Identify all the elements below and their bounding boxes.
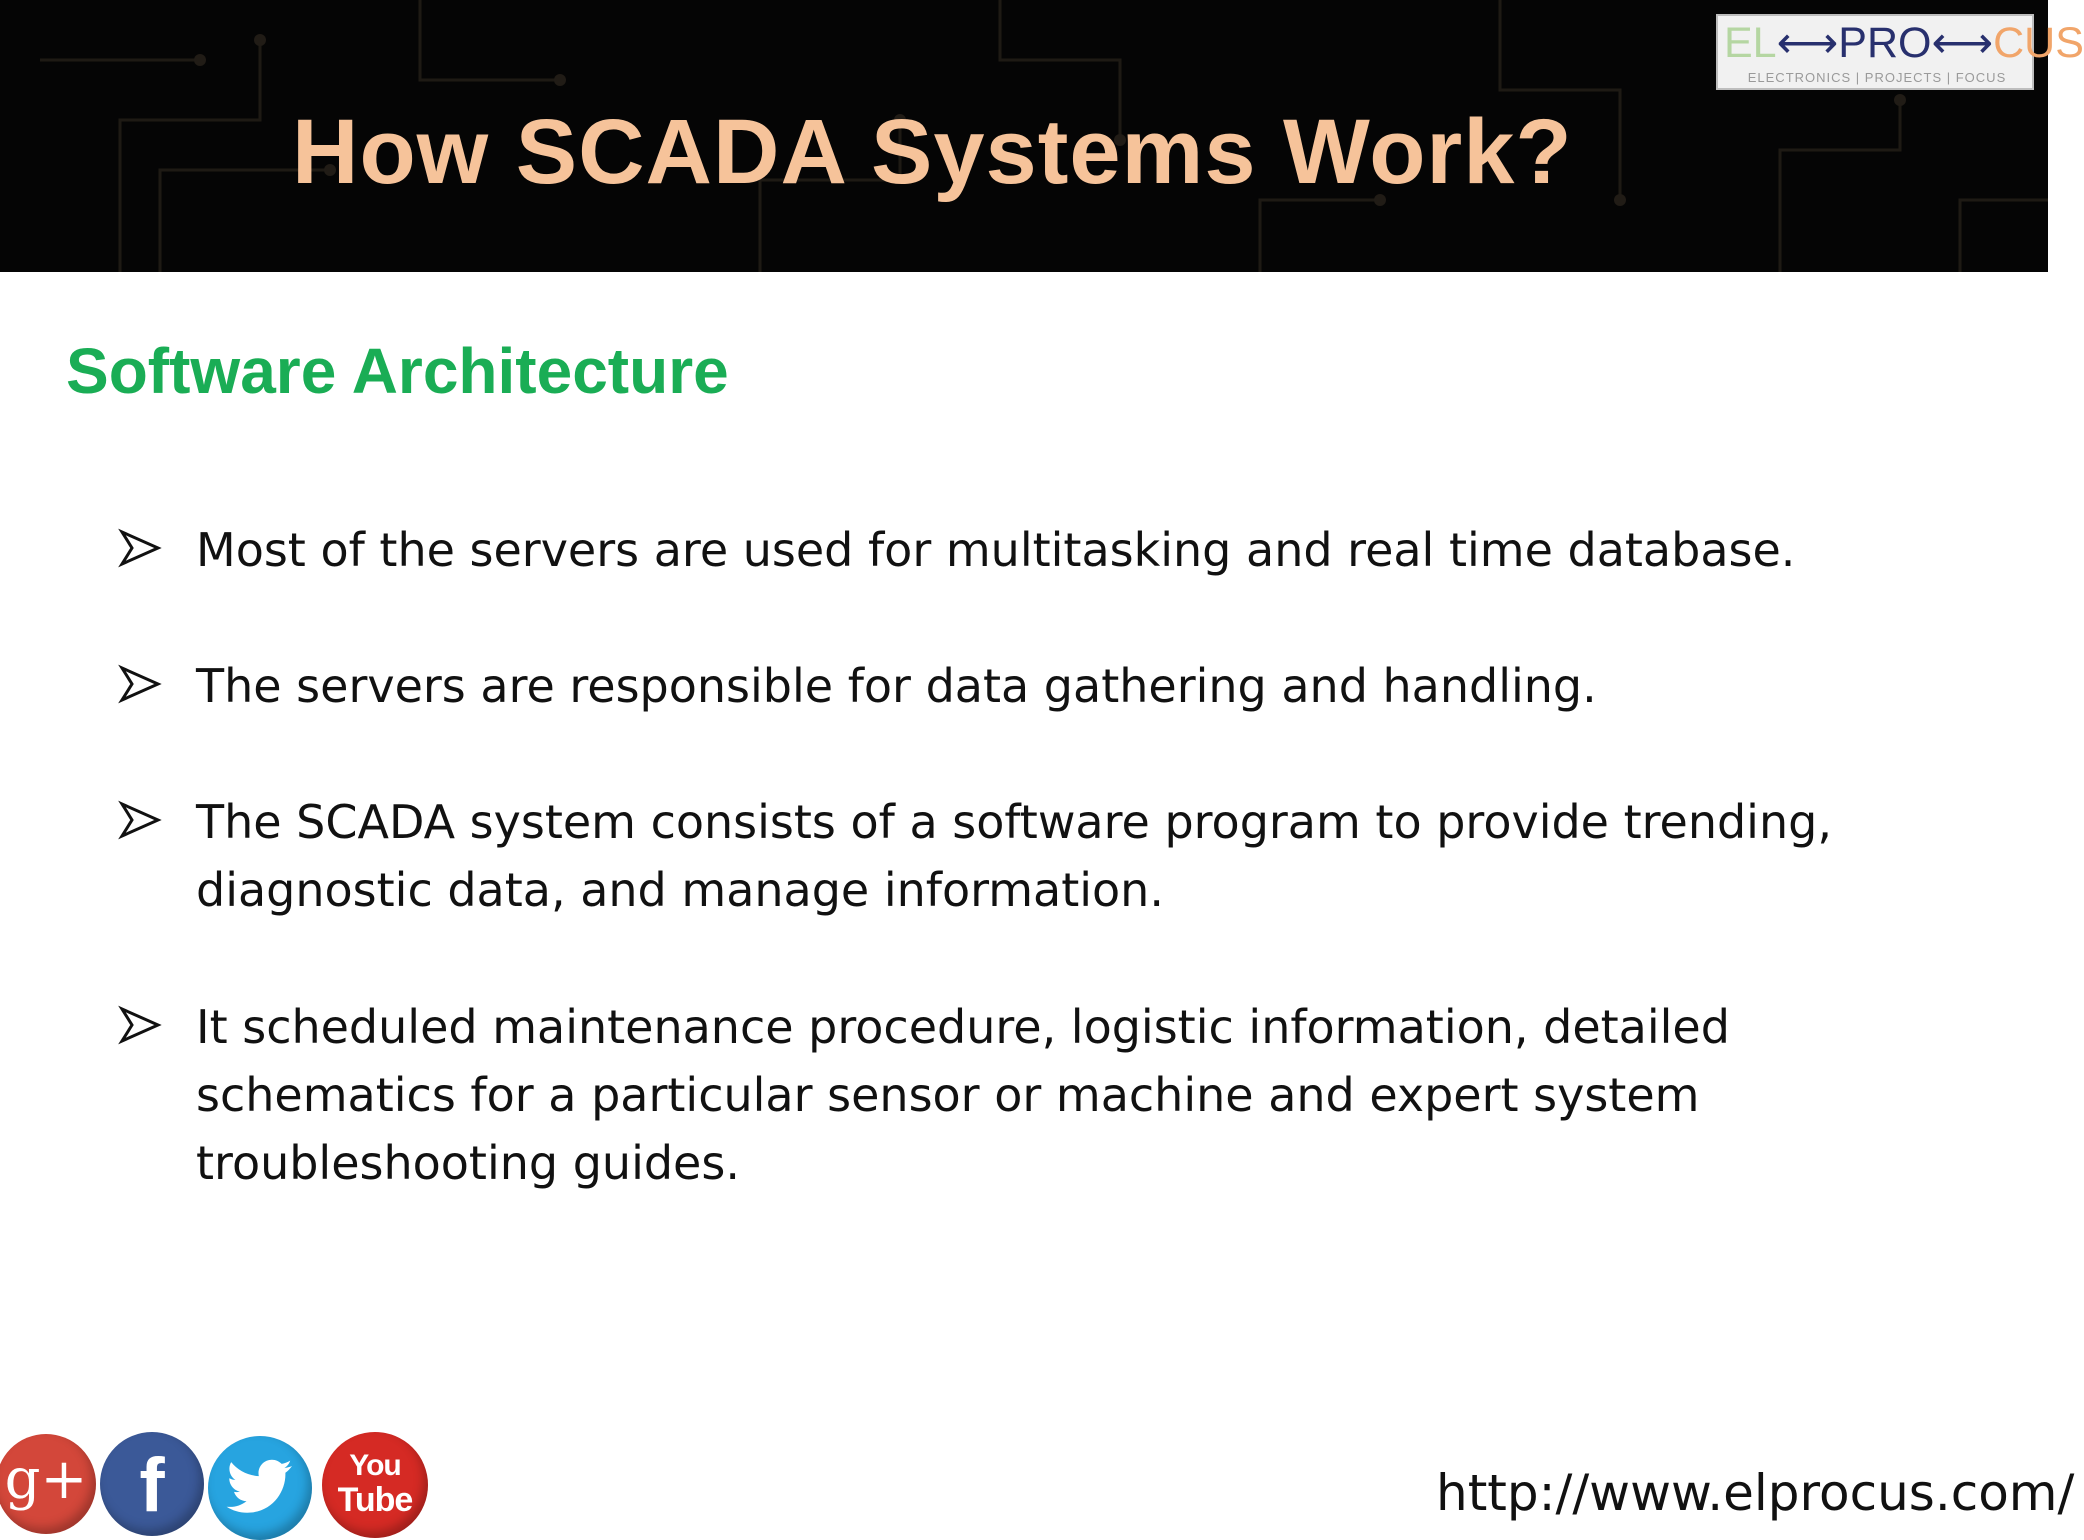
bullet-text: Most of the servers are used for multitasking and real time database. [196, 523, 1796, 577]
youtube-icon[interactable] [322, 1432, 428, 1538]
arrowhead-bullet-icon [118, 526, 162, 570]
facebook-icon[interactable] [100, 1432, 204, 1536]
arrowhead-bullet-icon [118, 798, 162, 842]
bullet-text: The SCADA system consists of a software program to provide trending, diagnostic data, and manage information. [196, 795, 1832, 917]
facebook-label: f [139, 1443, 165, 1528]
logo-tagline: ELECTRONICS | PROJECTS | FOCUS [1747, 70, 2007, 85]
slide-title: How SCADA Systems Work? [292, 101, 1573, 203]
logo-connector-right: ⟷ [1931, 19, 1994, 67]
youtube-label-top: You [349, 1449, 401, 1482]
logo-cus: CUS [1993, 19, 2084, 67]
google-plus-icon[interactable] [0, 1434, 96, 1534]
bullet-text: It scheduled maintenance procedure, logistic information, detailed schematics for a particular sensor or machine and expert system troubleshooting guides. [196, 1000, 1730, 1190]
youtube-label-bottom: Tube [337, 1481, 413, 1519]
logo-connector-left: ⟷ [1776, 19, 1839, 67]
logo-el: EL [1724, 19, 1777, 67]
arrowhead-bullet-icon [118, 662, 162, 706]
logo-pro: PRO [1838, 19, 1932, 67]
section-heading: Software Architecture [66, 335, 729, 407]
google-plus-label: g+ [4, 1447, 88, 1512]
bullet-text: The servers are responsible for data gathering and handling. [196, 659, 1597, 713]
arrowhead-bullet-icon [118, 1003, 162, 1047]
twitter-bird-icon [226, 1458, 294, 1518]
twitter-icon[interactable] [208, 1436, 312, 1540]
footer-url[interactable]: http://www.elprocus.com/ [1436, 1464, 2075, 1522]
